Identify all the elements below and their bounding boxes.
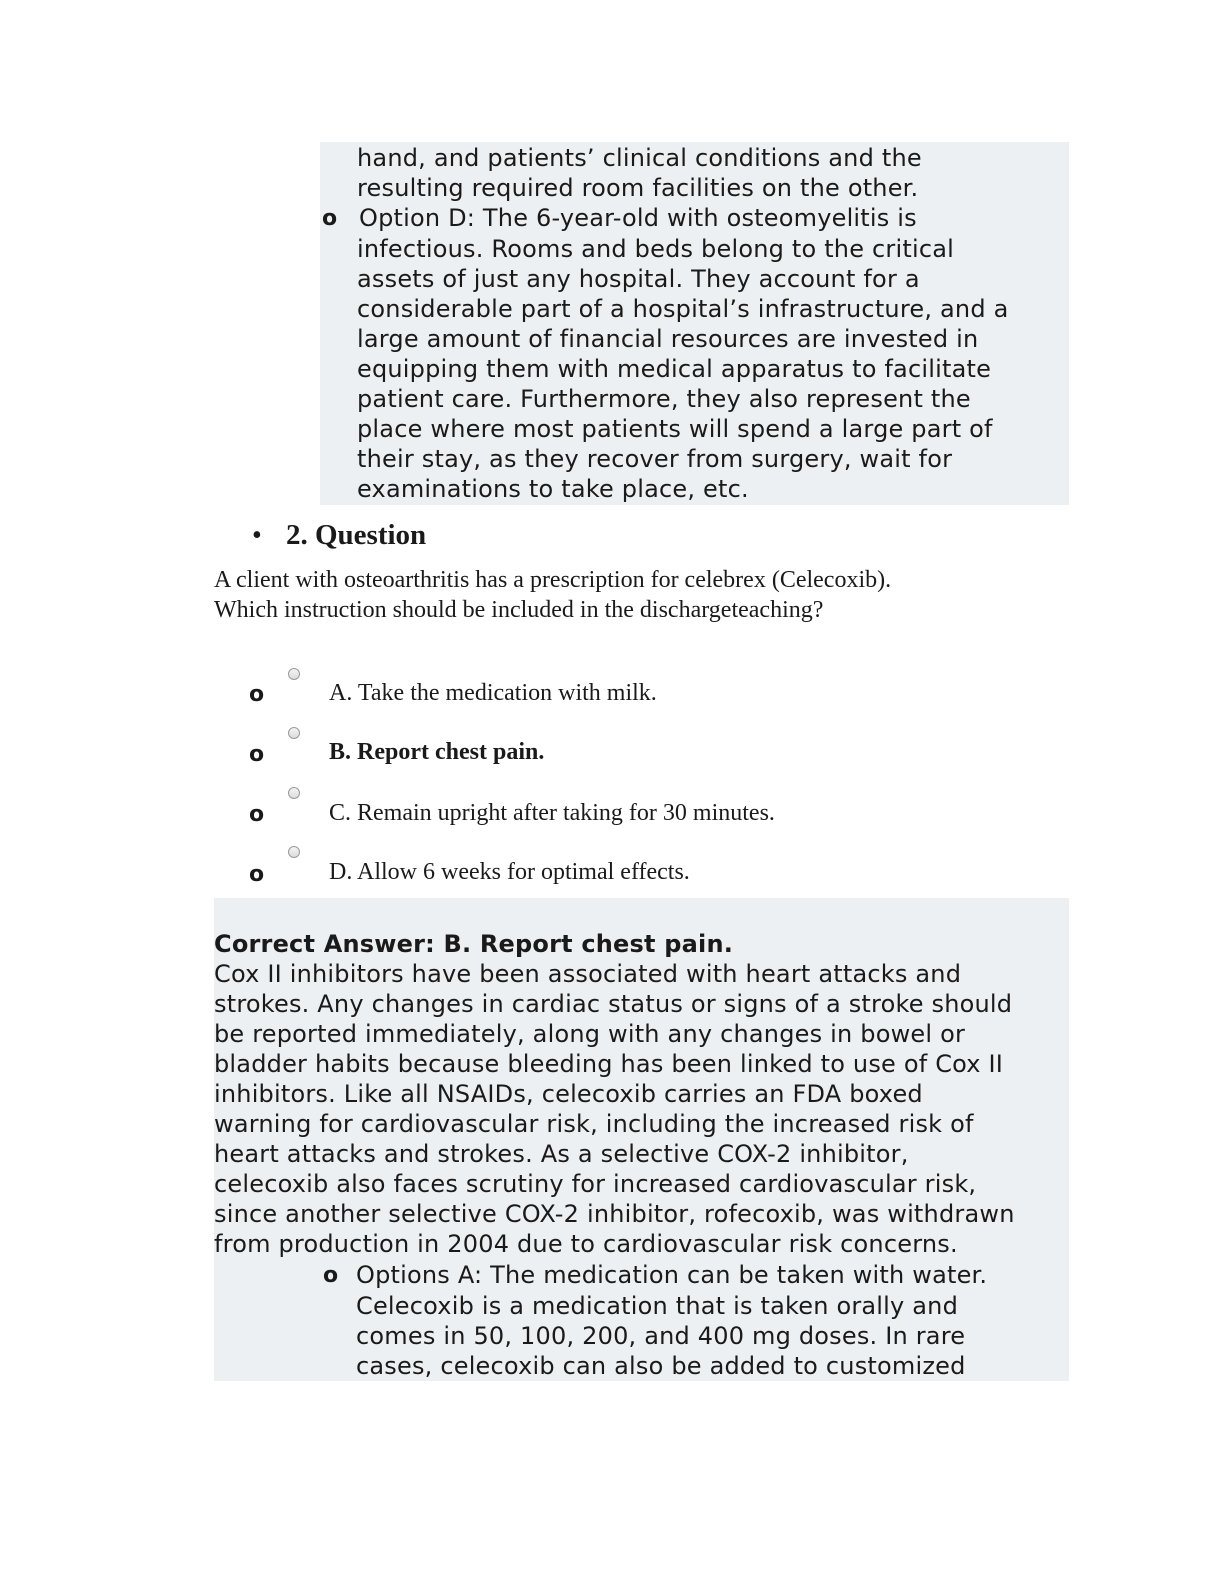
question-text-line: Which instruction should be included in the dischargeteaching? — [214, 597, 824, 623]
explanation-line: bladder habits because bleeding has been linked to use of Cox II — [214, 1050, 1004, 1078]
option-a-explanation-line: cases, celecoxib can also be added to customized — [356, 1352, 966, 1380]
text-line: equipping them with medical apparatus to facilitate — [357, 355, 992, 383]
explanation-line: from production in 2004 due to cardiovascular risk concerns. — [214, 1230, 958, 1258]
text-line: examinations to take place, etc. — [357, 475, 749, 503]
option-d-text: The 6-year-old with osteomyelitis is — [475, 204, 917, 232]
explanation-line: warning for cardiovascular risk, including the increased risk of — [214, 1110, 974, 1138]
question-text-line: A client with osteoarthritis has a prescription for celebrex (Celecoxib). — [214, 567, 892, 593]
explanation-line: since another selective COX-2 inhibitor, rofecoxib, was withdrawn — [214, 1200, 1015, 1228]
text-line: patient care. Furthermore, they also represent the — [357, 385, 971, 413]
explanation-line: heart attacks and strokes. As a selective COX-2 inhibitor, — [214, 1140, 909, 1168]
explanation-line: strokes. Any changes in cardiac status or signs of a stroke should — [214, 990, 1013, 1018]
text-line: hand, and patients’ clinical conditions and the — [357, 144, 922, 172]
radio-button-a[interactable] — [288, 668, 300, 680]
text-line: assets of just any hospital. They account for a — [357, 265, 920, 293]
radio-button-d[interactable] — [288, 846, 300, 858]
text-line: resulting required room facilities on the other. — [357, 174, 919, 202]
option-a-explanation-line: Options A: The medication can be taken with water. — [356, 1261, 988, 1289]
option-a-explanation-line: comes in 50, 100, 200, and 400 mg doses. In rare — [356, 1322, 966, 1350]
explanation-line: Cox II inhibitors have been associated with heart attacks and — [214, 960, 962, 988]
option-marker: o — [249, 682, 265, 707]
text-line: place where most patients will spend a large part of — [357, 415, 993, 443]
bullet-marker: • — [252, 520, 262, 551]
question-title: 2. Question — [286, 519, 427, 551]
sub-bullet-marker: o — [322, 206, 338, 231]
option-d-first-line — [359, 203, 917, 233]
option-a-explanation-line: Celecoxib is a medication that is taken orally and — [356, 1292, 959, 1320]
option-b-label: B. Report chest pain. — [329, 739, 545, 765]
radio-button-c[interactable] — [288, 787, 300, 799]
option-a-label: A. Take the medication with milk. — [329, 680, 657, 706]
explanation-line: celecoxib also faces scrutiny for increased cardiovascular risk, — [214, 1170, 977, 1198]
option-marker: o — [249, 862, 265, 887]
option-d-label: D. Allow 6 weeks for optimal effects. — [329, 859, 690, 885]
option-marker: o — [249, 802, 265, 827]
text-line: their stay, as they recover from surgery, wait for — [357, 445, 953, 473]
explanation-line: inhibitors. Like all NSAIDs, celecoxib carries an FDA boxed — [214, 1080, 923, 1108]
text-line: infectious. Rooms and beds belong to the critical — [357, 235, 954, 263]
text-line: large amount of financial resources are invested in — [357, 325, 979, 353]
option-c-label: C. Remain upright after taking for 30 minutes. — [329, 800, 775, 826]
option-marker: o — [249, 742, 265, 767]
explanation-line: be reported immediately, along with any changes in bowel or — [214, 1020, 966, 1048]
correct-answer-line: Correct Answer: B. Report chest pain. — [214, 930, 734, 958]
radio-button-b[interactable] — [288, 727, 300, 739]
option-d-label: Option D: — [359, 204, 476, 232]
sub-bullet-marker: o — [323, 1263, 339, 1288]
text-line: considerable part of a hospital’s infrastructure, and a — [357, 295, 1009, 323]
